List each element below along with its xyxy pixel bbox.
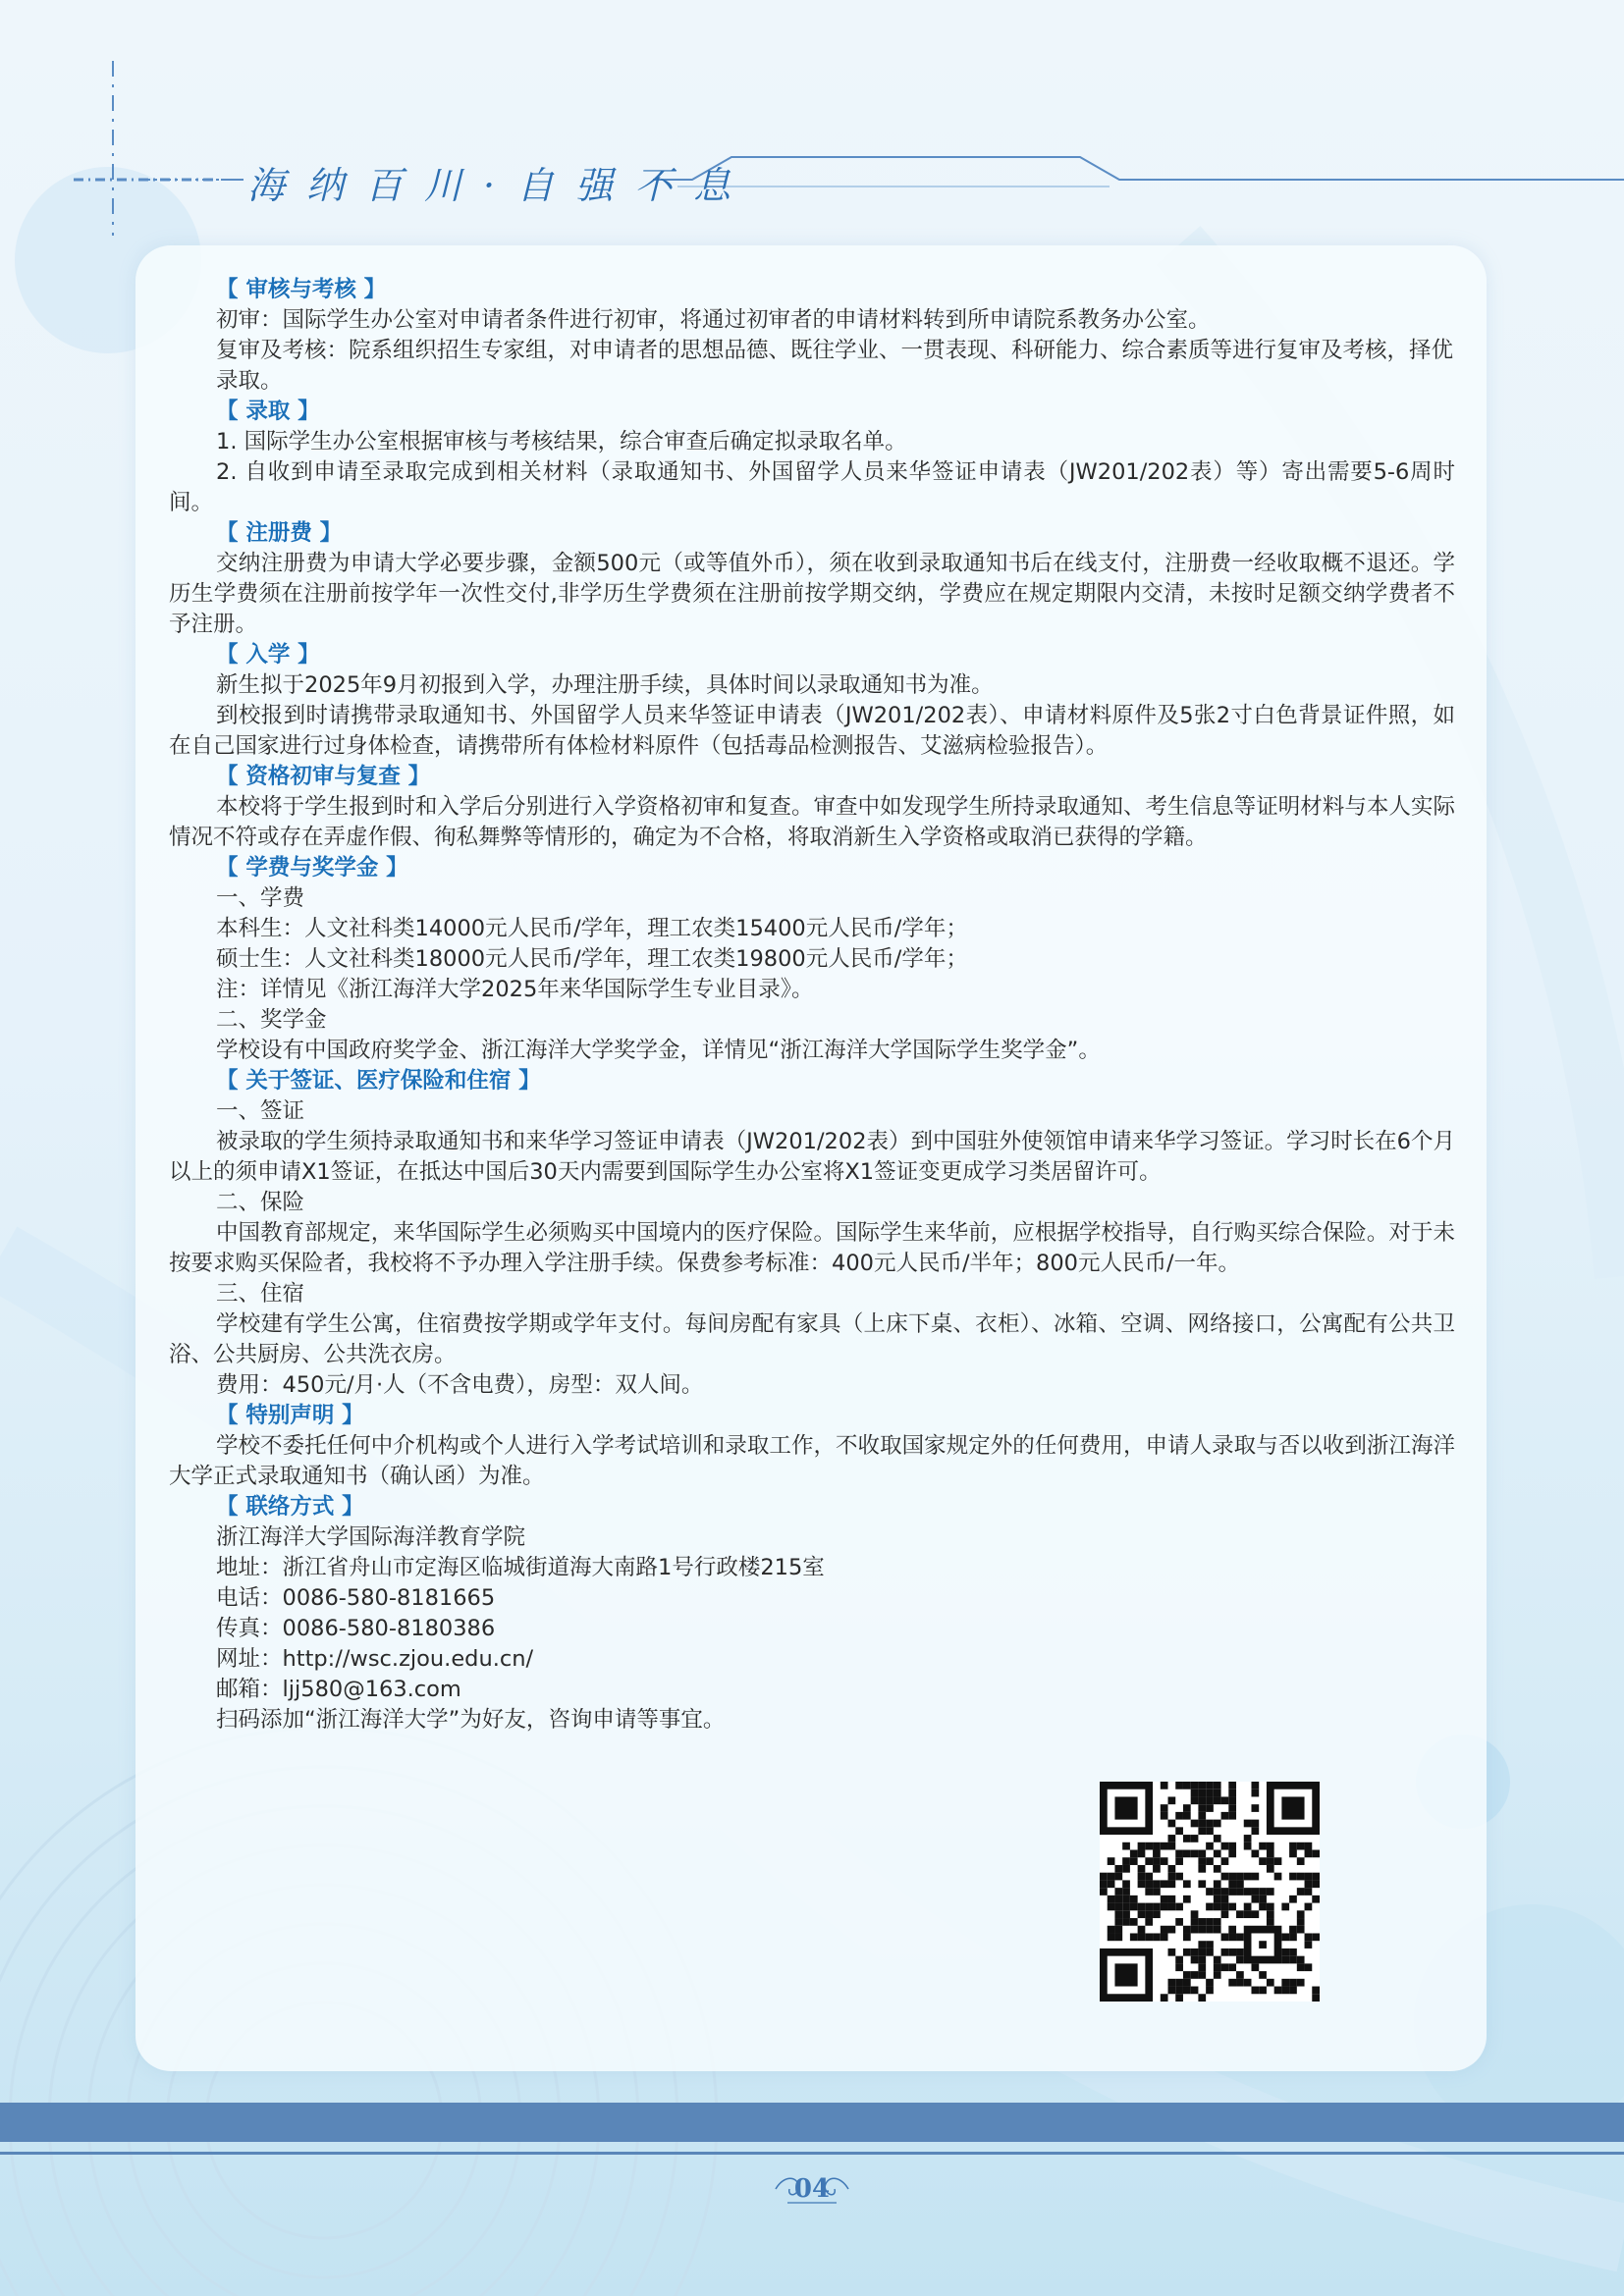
header-decoration <box>0 49 1624 245</box>
footer-band <box>0 2103 1624 2142</box>
section-paragraph: 浙江海洋大学国际海洋教育学院 <box>216 1524 526 1550</box>
section-paragraph: 网址：http://wsc.zjou.edu.cn/ <box>216 1646 534 1672</box>
section-heading: 【 资格初审与复查 】 <box>216 764 431 789</box>
section-paragraph: 一、学费 <box>216 885 305 911</box>
section-heading: 【 学费与奖学金 】 <box>216 855 408 881</box>
section-paragraph: 传真：0086-580-8180386 <box>216 1616 496 1641</box>
page-number-badge <box>768 2167 856 2211</box>
section-paragraph: 二、保险 <box>216 1190 305 1215</box>
section-paragraph: 硕士生：人文社科类18000元人民币/学年，理工农类19800元人民币/学年； <box>216 946 968 972</box>
section-heading: 【 录取 】 <box>216 399 320 424</box>
section-paragraph: 地址：浙江省舟山市定海区临城街道海大南路1号行政楼215室 <box>216 1555 825 1580</box>
section-paragraph: 新生拟于2025年9月初报到入学，办理注册手续，具体时间以录取通知书为准。 <box>216 672 994 698</box>
section-heading: 【 关于签证、医疗保险和住宿 】 <box>216 1068 541 1094</box>
section-paragraph: 本校将于学生报到时和入学后分别进行入学资格初审和复查。审查中如发现学生所持录取通知、考生信息等证明材料与本人实际情况不符或存在弄虚作假、徇私舞弊等情形的，确定为不合格，将取消新生入学资格或取消已获得的学籍。 <box>169 794 1455 850</box>
section-paragraph: 本科生：人文社科类14000元人民币/学年，理工农类15400元人民币/学年； <box>216 916 968 941</box>
page-number: 04 <box>793 2174 831 2204</box>
section-heading: 【 注册费 】 <box>216 520 343 546</box>
section-paragraph: 交纳注册费为申请大学必要步骤，金额500元（或等值外币），须在收到录取通知书后在线支付，注册费一经收取概不退还。学历生学费须在注册前按学年一次性交付,非学历生学费须在注册前按学期交纳，学费应在规定期限内交清，未按时足额交纳学费者不予注册。 <box>169 551 1455 637</box>
section-paragraph: 邮箱：ljj580@163.com <box>216 1677 461 1702</box>
section-paragraph: 费用：450元/月·人（不含电费），房型：双人间。 <box>216 1372 704 1398</box>
section-paragraph: 扫码添加“浙江海洋大学”为好友，咨询申请等事宜。 <box>216 1707 726 1733</box>
section-paragraph: 到校报到时请携带录取通知书、外国留学人员来华签证申请表（JW201/202表）、申请材料原件及5张2寸白色背景证件照，如在自己国家进行过身体检查，请携带所有体检材料原件（包括毒品检测报告、艾滋病检验报告）。 <box>169 703 1455 759</box>
section-heading: 【 特别声明 】 <box>216 1403 364 1428</box>
section-paragraph: 复审及考核：院系组织招生专家组，对申请者的思想品德、既往学业、一贯表现、科研能力、综合素质等进行复审及考核，择优录取。 <box>216 338 1454 394</box>
section-heading: 【 审核与考核 】 <box>216 277 387 302</box>
section-paragraph: 注：详情见《浙江海洋大学2025年来华国际学生专业目录》。 <box>216 977 814 1002</box>
section-paragraph: 一、签证 <box>216 1098 305 1124</box>
section-paragraph: 学校设有中国政府奖学金、浙江海洋大学奖学金，详情见“浙江海洋大学国际学生奖学金”。 <box>216 1038 1101 1063</box>
section-paragraph: 电话：0086-580-8181665 <box>216 1585 496 1611</box>
header-slogan: 海纳百川·自强不息 <box>247 164 753 207</box>
section-paragraph: 1. 国际学生办公室根据审核与考核结果，综合审查后确定拟录取名单。 <box>216 429 907 454</box>
section-heading: 【 入学 】 <box>216 642 320 667</box>
section-paragraph: 三、住宿 <box>216 1281 305 1307</box>
section-paragraph: 中国教育部规定，来华国际学生必须购买中国境内的医疗保险。国际学生来华前，应根据学校指导，自行购买综合保险。对于未按要求购买保险者，我校将不予办理入学注册手续。保费参考标准：400元人民币/半年；800元人民币/一年。 <box>169 1220 1455 1276</box>
section-paragraph: 学校不委托任何中介机构或个人进行入学考试培训和录取工作，不收取国家规定外的任何费用，申请人录取与否以收到浙江海洋大学正式录取通知书（确认函）为准。 <box>169 1433 1455 1489</box>
section-paragraph: 被录取的学生须持录取通知书和来华学习签证申请表（JW201/202表）到中国驻外使领馆申请来华学习签证。学习时长在6个月以上的须申请X1签证，在抵达中国后30天内需要到国际学生办公室将X1签证变更成学习类居留许可。 <box>169 1129 1455 1185</box>
section-paragraph: 学校建有学生公寓，住宿费按学期或学年支付。每间房配有家具（上床下桌、衣柜）、冰箱、空调、网络接口，公寓配有公共卫浴、公共厨房、公共洗衣房。 <box>169 1311 1455 1367</box>
section-paragraph: 初审：国际学生办公室对申请者条件进行初审，将通过初审者的申请材料转到所申请院系教务办公室。 <box>216 307 1211 333</box>
document-body <box>169 275 1455 1735</box>
section-paragraph: 2. 自收到申请至录取完成到相关材料（录取通知书、外国留学人员来华签证申请表（JW201/202表）等）寄出需要5-6周时间。 <box>169 459 1455 515</box>
section-heading: 【 联络方式 】 <box>216 1494 364 1520</box>
qr-code-icon <box>1100 1782 1320 2002</box>
section-paragraph: 二、奖学金 <box>216 1007 327 1033</box>
footer-line <box>0 2152 1624 2155</box>
